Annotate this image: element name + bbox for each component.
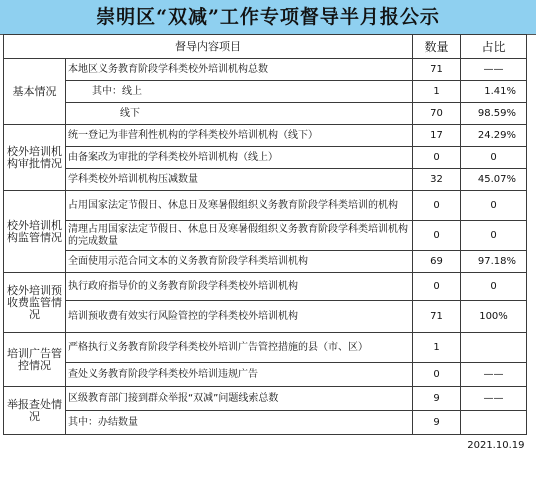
qty-cell: 0	[413, 363, 461, 387]
qty-cell: 71	[413, 301, 461, 333]
qty-cell: 69	[413, 251, 461, 273]
pct-cell: ——	[461, 59, 527, 81]
table-row	[4, 59, 527, 81]
qty-header: 数量	[413, 35, 461, 59]
table-row	[4, 387, 527, 411]
table-row	[4, 191, 527, 221]
qty-cell: 70	[413, 103, 461, 125]
item-cell: 培训预收费有效实行风险管控的学科类校外培训机构	[66, 301, 413, 333]
item-cell: 执行政府指导价的义务教育阶段学科类校外培训机构	[66, 273, 413, 301]
pct-cell: ——	[461, 363, 527, 387]
category-advertising: 培训广告管控情况	[4, 333, 66, 387]
pct-cell: 1.41%	[461, 81, 527, 103]
item-cell: 区级教育部门接到群众举报“双减”问题线索总数	[66, 387, 413, 411]
category-basic: 基本情况	[4, 59, 66, 125]
table-row	[4, 169, 527, 191]
qty-cell: 1	[413, 333, 461, 363]
table-row	[4, 81, 527, 103]
item-cell: 统一登记为非营利性机构的学科类校外培训机构（线下）	[66, 125, 413, 147]
pct-cell: 0	[461, 191, 527, 221]
report-date: 2021.10.19	[467, 439, 525, 451]
item-cell: 占用国家法定节假日、休息日及寒暑假组织义务教育阶段学科类培训的机构	[66, 191, 413, 221]
pct-cell: 0	[461, 221, 527, 251]
qty-cell: 1	[413, 81, 461, 103]
qty-cell: 0	[413, 191, 461, 221]
qty-cell: 71	[413, 59, 461, 81]
table-row	[4, 221, 527, 251]
table-header-row	[4, 35, 527, 59]
item-cell: 由备案改为审批的学科类校外培训机构（线上）	[66, 147, 413, 169]
item-cell: 本地区义务教育阶段学科类校外培训机构总数	[66, 59, 413, 81]
item-cell: 其中：办结数量	[66, 411, 413, 435]
table-row	[4, 301, 527, 333]
table-row	[4, 333, 527, 363]
qty-cell: 9	[413, 411, 461, 435]
item-cell: 严格执行义务教育阶段学科类校外培训广告管控措施的县（市、区）	[66, 333, 413, 363]
item-cell: 清理占用国家法定节假日、休息日及寒暑假组织义务教育阶段学科类培训机构的完成数量	[66, 221, 413, 251]
table-row	[4, 363, 527, 387]
pct-cell: 24.29%	[461, 125, 527, 147]
pct-cell: 0	[461, 147, 527, 169]
table-row	[4, 251, 527, 273]
pct-cell: ——	[461, 387, 527, 411]
table-row	[4, 411, 527, 435]
table-row	[4, 103, 527, 125]
pct-cell: 97.18%	[461, 251, 527, 273]
pct-cell: 100%	[461, 301, 527, 333]
pct-cell: 98.59%	[461, 103, 527, 125]
qty-cell: 32	[413, 169, 461, 191]
table-row	[4, 125, 527, 147]
qty-cell: 0	[413, 221, 461, 251]
item-cell: 学科类校外培训机构压减数量	[66, 169, 413, 191]
supervision-table	[3, 34, 527, 457]
category-prepayment: 校外培训预收费监管情况	[4, 273, 66, 333]
category-supervision: 校外培训机构监管情况	[4, 191, 66, 273]
qty-cell: 0	[413, 273, 461, 301]
item-cell: 线下	[66, 103, 413, 125]
item-cell: 查处义务教育阶段学科类校外培训违规广告	[66, 363, 413, 387]
content-header: 督导内容项目	[4, 35, 413, 59]
item-cell: 其中：线上	[66, 81, 413, 103]
qty-cell: 0	[413, 147, 461, 169]
qty-cell: 9	[413, 387, 461, 411]
pct-cell: 45.07%	[461, 169, 527, 191]
footer-row	[4, 435, 527, 457]
page-title: 崇明区“双减”工作专项督导半月报公示	[0, 0, 536, 35]
pct-cell: 0	[461, 273, 527, 301]
table-row	[4, 273, 527, 301]
pct-cell	[461, 411, 527, 435]
item-cell: 全面使用示范合同文本的义务教育阶段学科类培训机构	[66, 251, 413, 273]
category-reports: 举报查处情况	[4, 387, 66, 435]
qty-cell: 17	[413, 125, 461, 147]
table-row	[4, 147, 527, 169]
category-approval: 校外培训机构审批情况	[4, 125, 66, 191]
pct-cell	[461, 333, 527, 363]
pct-header: 占比	[461, 35, 527, 59]
